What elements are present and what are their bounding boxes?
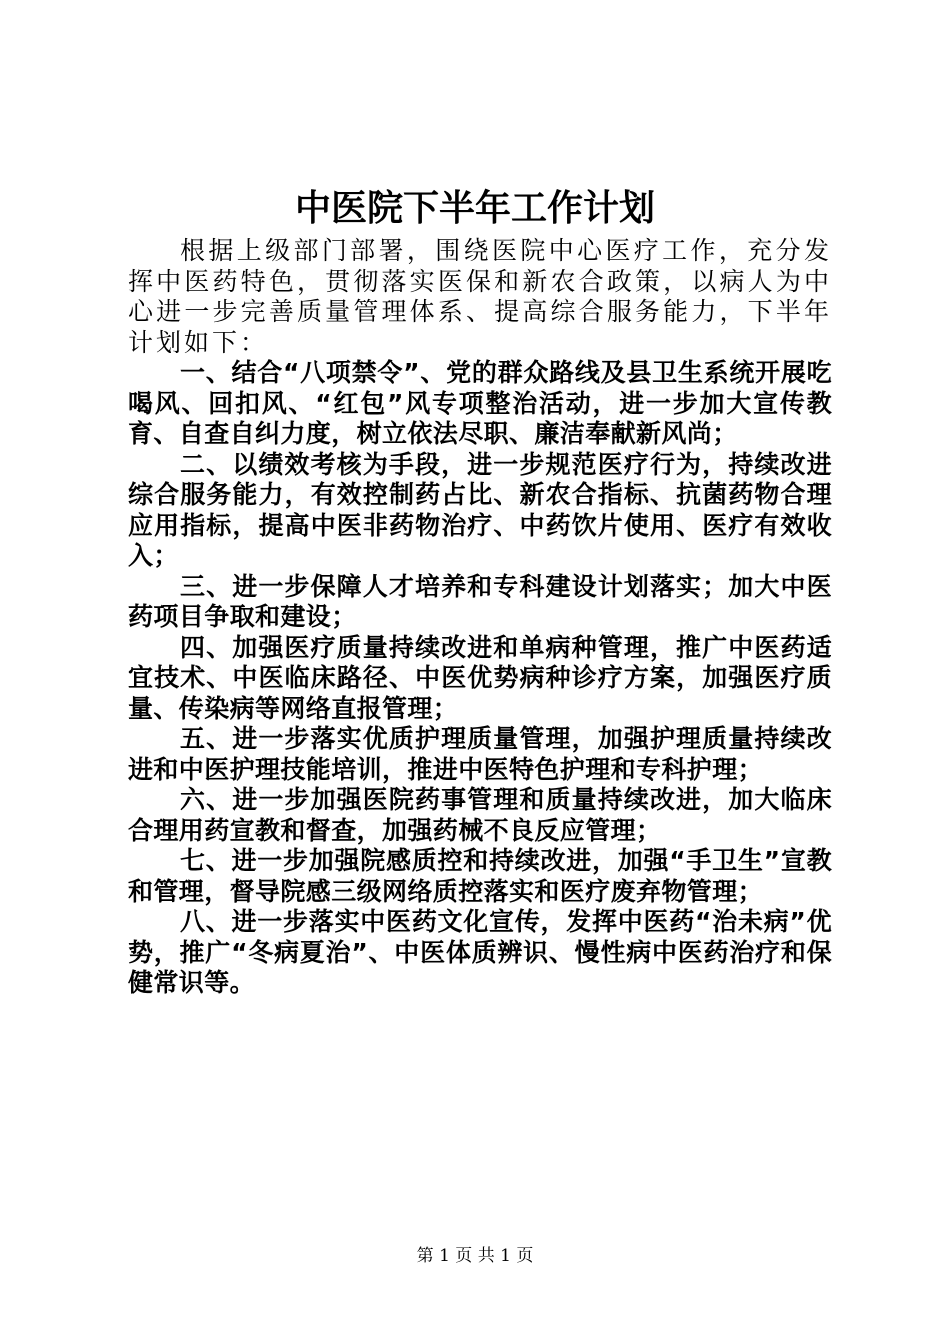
paragraph-item-8: 八、进一步落实中医药文化宣传，发挥中医药“治未病”优势，推广“冬病夏治”、中医体质辨识、慢性病中医药治疗和保健常识等。 xyxy=(128,907,832,997)
document-title: 中医院下半年工作计划 xyxy=(294,187,655,229)
paragraph-item-6: 六、进一步加强医院药事管理和质量持续改进，加大临床合理用药宣教和督查，加强药械不良反应管理； xyxy=(128,785,832,845)
paragraph-item-5: 五、进一步落实优质护理质量管理，加强护理质量持续改进和中医护理技能培训，推进中医特色护理和专科护理； xyxy=(128,724,832,784)
document-body xyxy=(128,236,832,999)
paragraph-item-3: 三、进一步保障人才培养和专科建设计划落实；加大中医药项目争取和建设； xyxy=(128,571,832,631)
paragraph-item-1: 一、结合“八项禁令”、党的群众路线及县卫生系统开展吃喝风、回扣风、“红包”风专项整治活动，进一步加大宣传教育、自查自纠力度，树立依法尽职、廉洁奉献新风尚； xyxy=(128,358,832,448)
paragraph-item-2: 二、以绩效考核为手段，进一步规范医疗行为，持续改进综合服务能力，有效控制药占比、新农合指标、抗菌药物合理应用指标，提高中医非药物治疗、中药饮片使用、医疗有效收入； xyxy=(128,449,832,570)
paragraph-item-4: 四、加强医疗质量持续改进和单病种管理，推广中医药适宜技术、中医临床路径、中医优势病种诊疗方案，加强医疗质量、传染病等网络直报管理； xyxy=(128,632,832,723)
paragraph-intro: 根据上级部门部署，围绕医院中心医疗工作，充分发挥中医药特色，贯彻落实医保和新农合政策，以病人为中心进一步完善质量管理体系、提高综合服务能力，下半年计划如下： xyxy=(128,236,832,357)
page-footer: 第 1 页 共 1 页 xyxy=(416,1246,534,1266)
paragraph-item-7: 七、进一步加强院感质控和持续改进，加强“手卫生”宣教和管理，督导院感三级网络质控落实和医疗废弃物管理； xyxy=(128,846,832,906)
